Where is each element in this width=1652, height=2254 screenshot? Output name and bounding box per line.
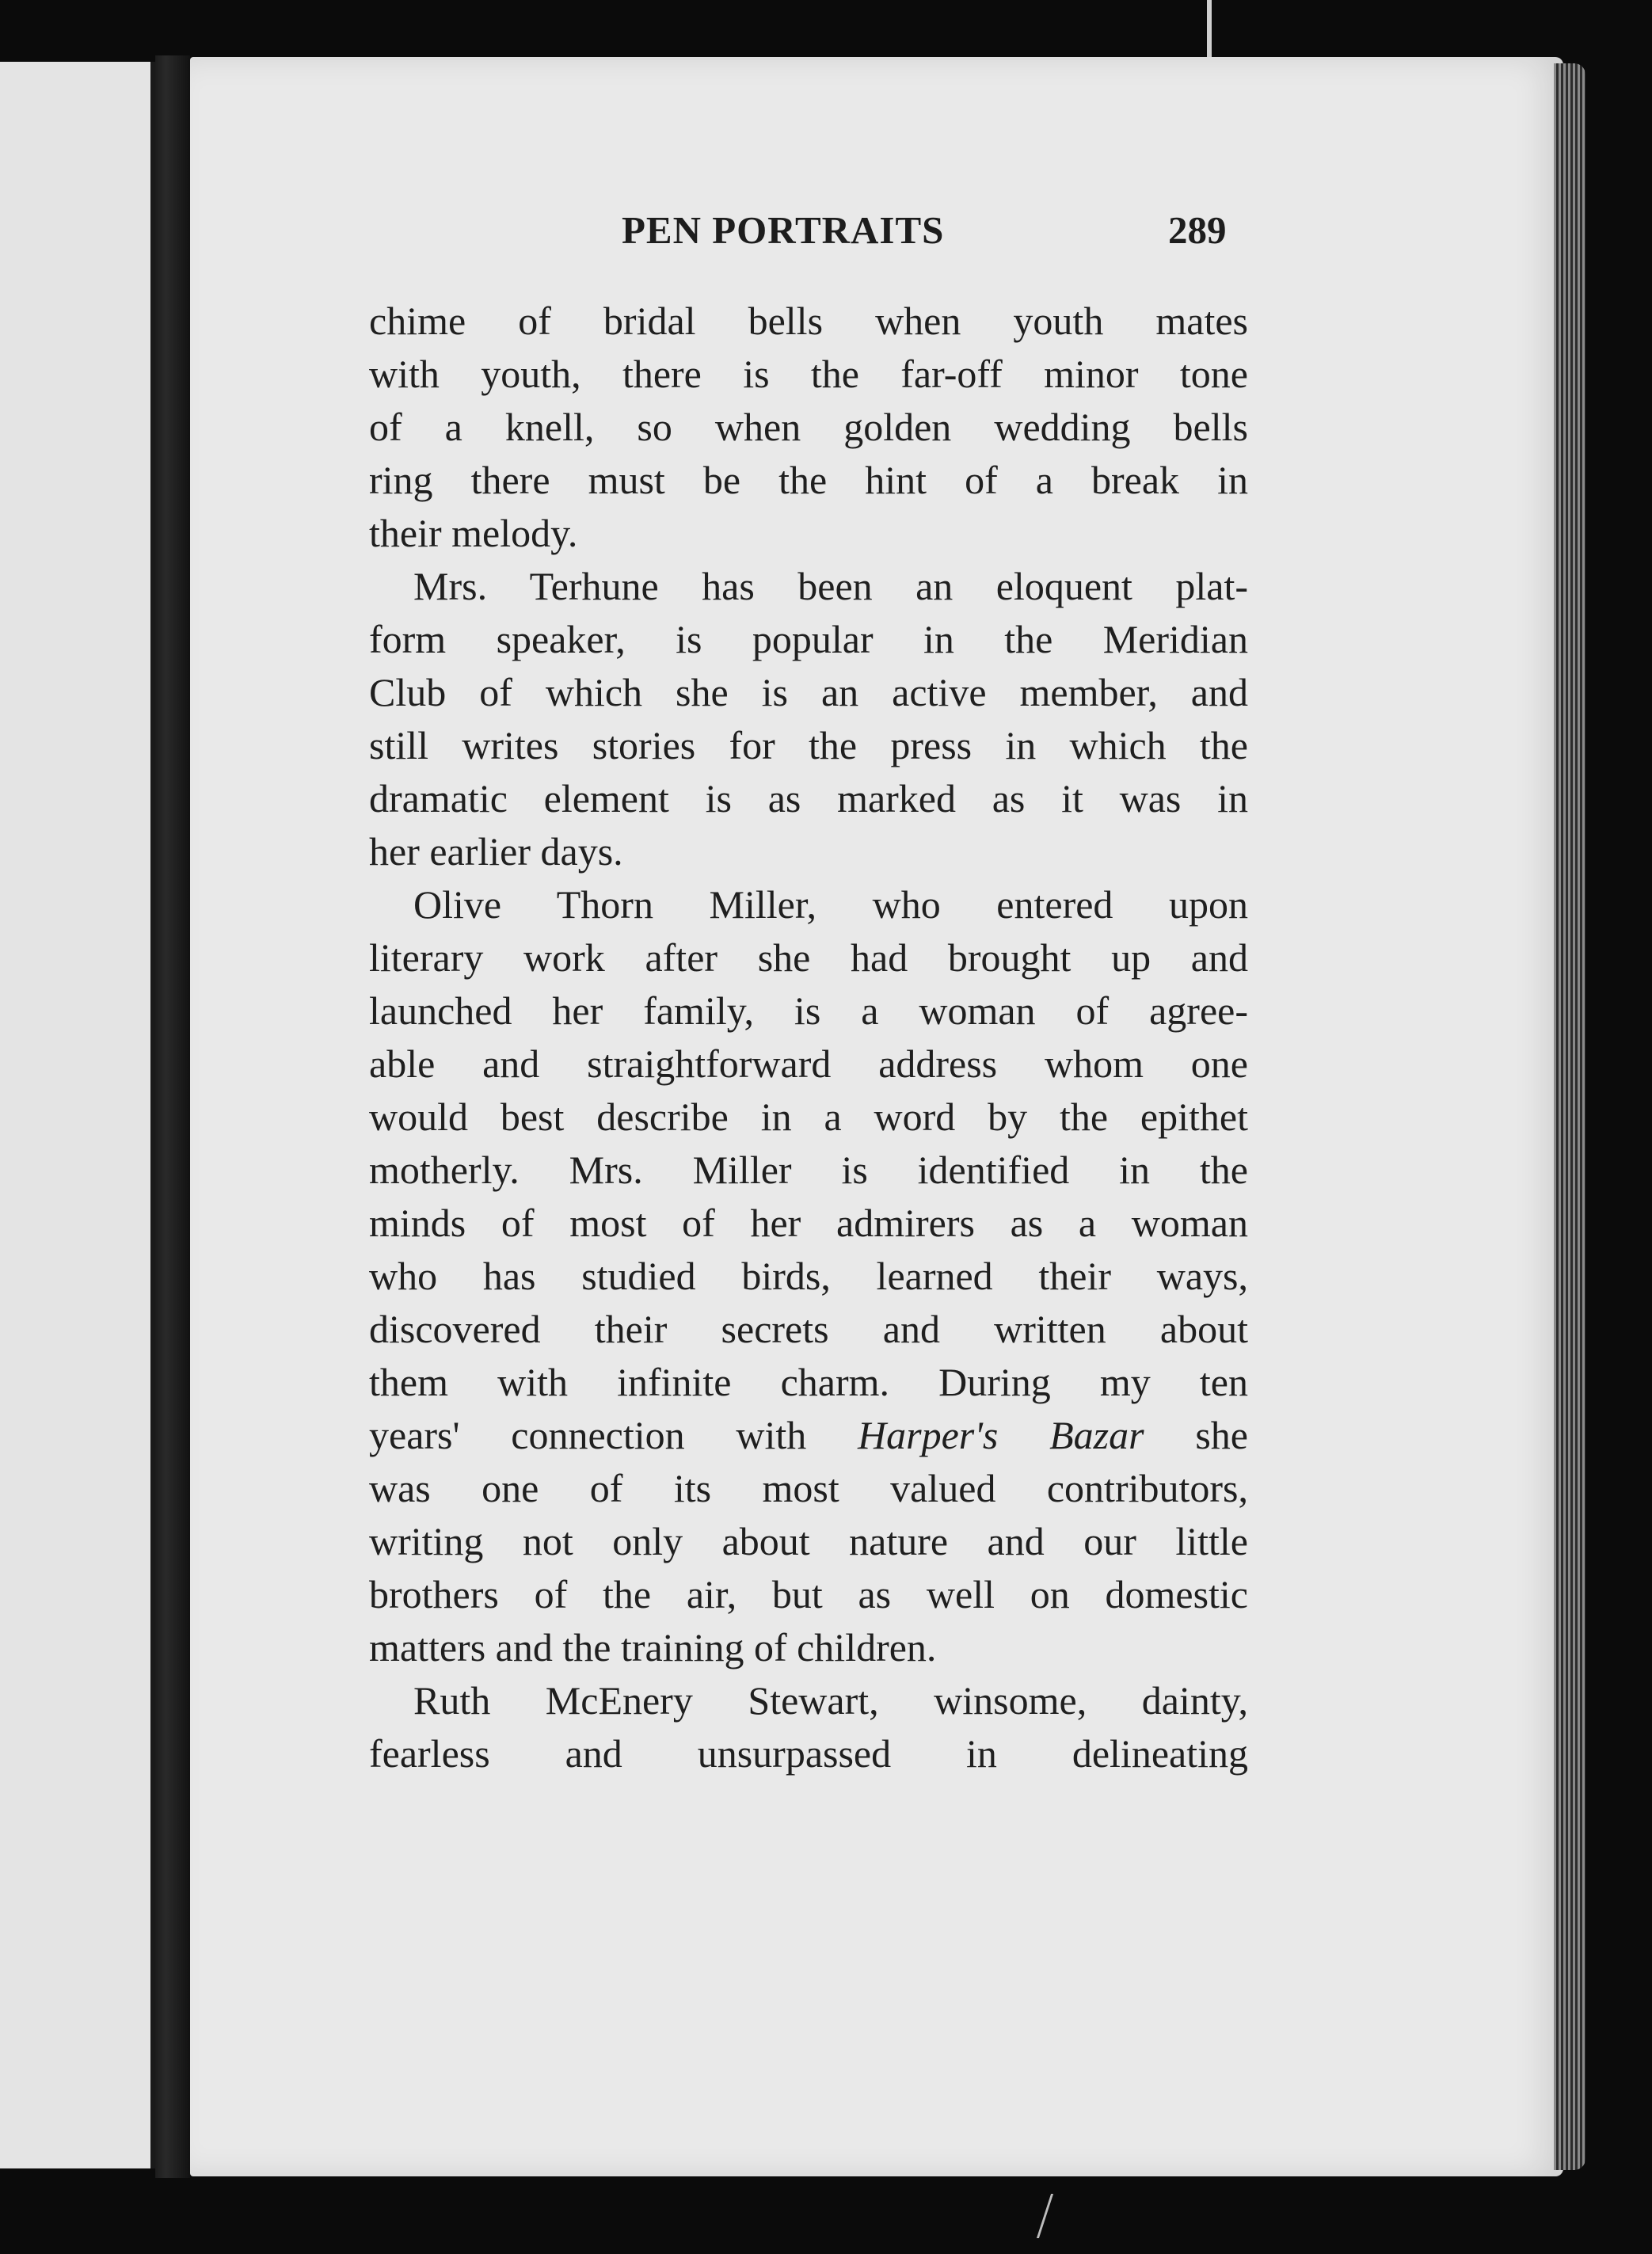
text-line: was one of its most valued contributors,: [369, 1466, 1248, 1510]
page-header: [622, 208, 1255, 271]
paragraph: [369, 1674, 1248, 1780]
text-line: her earlier days.: [369, 829, 623, 874]
text-line: brothers of the air, but as well on domestic: [369, 1572, 1248, 1616]
text-line-with-title: [369, 1409, 1248, 1462]
text-line: Mrs. Terhune has been an eloquent plat-: [413, 564, 1248, 608]
text-line: discovered their secrets and written about: [369, 1307, 1248, 1351]
paragraph: [369, 560, 1248, 878]
text-line: them with infinite charm. During my ten: [369, 1360, 1248, 1404]
text-line: their melody.: [369, 511, 578, 555]
scan-mark: [1037, 2194, 1077, 2238]
book-gutter: [155, 55, 190, 2178]
text-line: matters and the training of children.: [369, 1625, 937, 1670]
text-line: ring there must be the hint of a break in: [369, 458, 1248, 502]
text-line: literary work after she had brought up and: [369, 935, 1248, 980]
text-line: writing not only about nature and our little: [369, 1519, 1248, 1563]
text-line: form speaker, is popular in the Meridian: [369, 617, 1248, 661]
text-line: minds of most of her admirers as a woman: [369, 1201, 1248, 1245]
page-fore-edge: [1554, 63, 1585, 2170]
running-head: PEN PORTRAITS: [622, 208, 945, 252]
text-line: Club of which she is an active member, and: [369, 670, 1248, 714]
paragraph: [369, 878, 1248, 1674]
text-line: Olive Thorn Miller, who entered upon: [413, 882, 1248, 927]
text-line: with youth, there is the far-off minor tone: [369, 352, 1248, 396]
facing-page-edge: [0, 62, 155, 2168]
text-line: launched her family, is a woman of agree-: [369, 988, 1248, 1033]
page-number: 289: [1168, 208, 1227, 252]
text-line: still writes stories for the press in which the: [369, 723, 1248, 767]
text-line: chime of bridal bells when youth mates: [369, 299, 1248, 343]
text-line: dramatic element is as marked as it was in: [369, 776, 1248, 821]
text-line: would best describe in a word by the epithet: [369, 1095, 1248, 1139]
text-line: of a knell, so when golden wedding bells: [369, 405, 1248, 449]
text-line: motherly. Mrs. Miller is identified in the: [369, 1148, 1248, 1192]
scan-mark: [1207, 0, 1212, 57]
italic-publication-title: Harper's Bazar: [858, 1413, 1144, 1457]
text-span: years' connection with: [369, 1413, 807, 1457]
body-text: [369, 295, 1248, 1780]
text-line: Ruth McEnery Stewart, winsome, dainty,: [413, 1678, 1248, 1723]
text-line: able and straightforward address whom one: [369, 1041, 1248, 1086]
text-line: fearless and unsurpassed in delineating: [369, 1731, 1248, 1776]
text-span: she: [1144, 1413, 1248, 1457]
paragraph: [369, 295, 1248, 560]
text-line: who has studied birds, learned their ways,: [369, 1254, 1248, 1298]
